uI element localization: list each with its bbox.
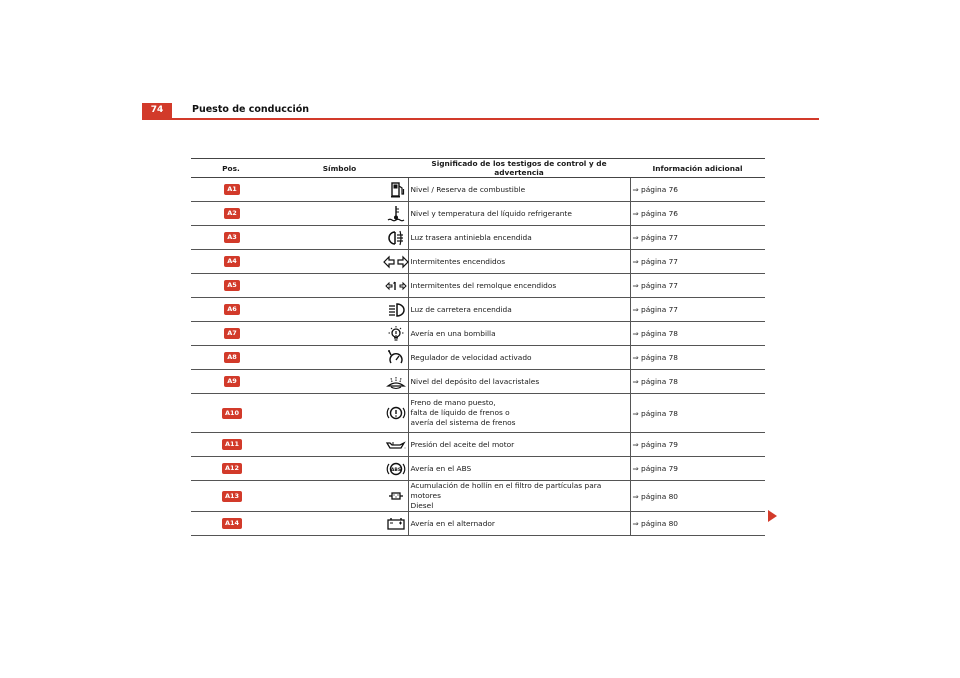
meaning-text: Nivel / Reserva de combustible (410, 184, 526, 194)
meaning-text: Intermitentes encendidos (410, 256, 506, 266)
page-reference-link[interactable]: ⇒ página 79 (632, 440, 678, 449)
bulb-failure-icon (383, 325, 409, 343)
table-row (191, 274, 765, 298)
meaning-text: Nivel del depósito del lavacristales (410, 376, 540, 386)
header-info: Información adicional (630, 159, 765, 178)
page-reference-link[interactable]: ⇒ página 78 (632, 329, 678, 338)
meaning-text: falta de líquido de frenos o (410, 408, 510, 417)
position-badge: A8 (224, 352, 240, 363)
header-meaning: Significado de los testigos de control y de advertencia (408, 159, 630, 178)
page-reference-link[interactable]: ⇒ página 78 (632, 353, 678, 362)
page-title: Puesto de conducción (192, 104, 310, 115)
washer-fluid-icon (383, 373, 409, 391)
table-row (191, 322, 765, 346)
page-reference-link[interactable]: ⇒ página 76 (632, 185, 678, 194)
meaning-text: Avería en una bombilla (410, 328, 496, 338)
oil-pressure-icon (383, 436, 409, 454)
battery-icon (383, 515, 409, 533)
rear-fog-light-icon (383, 229, 409, 247)
table-row (191, 346, 765, 370)
position-badge: A14 (222, 518, 242, 529)
page-reference-link[interactable]: ⇒ página 80 (632, 491, 678, 501)
meaning-text: Diesel (410, 501, 434, 510)
position-badge: A11 (222, 439, 242, 450)
position-badge: A10 (222, 408, 242, 419)
table-header-row (191, 159, 765, 178)
meaning-text: Intermitentes del remolque encendidos (410, 280, 557, 290)
position-badge: A9 (224, 376, 240, 387)
brake-warning-icon (383, 404, 409, 422)
meaning-text: Luz de carretera encendida (410, 304, 512, 314)
position-badge: A3 (224, 232, 240, 243)
table-row (191, 394, 765, 433)
page-reference-link[interactable]: ⇒ página 78 (632, 408, 678, 418)
table-row (191, 202, 765, 226)
position-badge: A6 (224, 304, 240, 315)
table-row (191, 178, 765, 202)
page-reference-link[interactable]: ⇒ página 77 (632, 305, 678, 314)
table-row (191, 457, 765, 481)
table-row (191, 250, 765, 274)
page-reference-link[interactable]: ⇒ página 78 (632, 377, 678, 386)
cruise-control-icon (383, 349, 409, 367)
next-page-arrow-icon[interactable] (768, 510, 777, 522)
page-reference-link[interactable]: ⇒ página 77 (632, 257, 678, 266)
meaning-text: Nivel y temperatura del líquido refrigerante (410, 208, 572, 218)
meaning-text: Avería en el ABS (410, 463, 472, 473)
header-divider (142, 118, 819, 120)
abs-icon (383, 460, 409, 478)
table-row (191, 512, 765, 536)
warning-lights-table (191, 158, 765, 536)
meaning-text: Regulador de velocidad activado (410, 352, 532, 362)
coolant-temperature-icon (383, 205, 409, 223)
table-row (191, 226, 765, 250)
meaning-text: Avería en el alternador (410, 518, 495, 528)
page-reference-link[interactable]: ⇒ página 80 (632, 519, 678, 528)
table-row (191, 298, 765, 322)
position-badge: A4 (224, 256, 240, 267)
meaning-text: Luz trasera antiniebla encendida (410, 232, 532, 242)
page-number: 74 (142, 103, 172, 118)
position-badge: A5 (224, 280, 240, 291)
meaning-text: avería del sistema de frenos (410, 418, 516, 427)
meaning-text: Presión del aceite del motor (410, 439, 515, 449)
page-reference-link[interactable]: ⇒ página 77 (632, 281, 678, 290)
position-badge: A7 (224, 328, 240, 339)
page-reference-link[interactable]: ⇒ página 76 (632, 209, 678, 218)
position-badge: A13 (222, 491, 242, 502)
turn-signals-icon (383, 253, 409, 271)
header-symbol: Símbolo (271, 159, 408, 178)
table-row (191, 433, 765, 457)
high-beam-icon (383, 301, 409, 319)
table-row (191, 370, 765, 394)
meaning-text: Freno de mano puesto, (410, 398, 496, 407)
trailer-turn-signal-icon (383, 277, 409, 295)
particle-filter-icon (383, 487, 409, 505)
svg-text:ABS: ABS (391, 467, 402, 473)
table-row (191, 481, 765, 512)
header-pos: Pos. (191, 159, 271, 178)
meaning-text: Acumulación de hollín en el filtro de partículas para motores (410, 481, 602, 500)
position-badge: A1 (224, 184, 240, 195)
position-badge: A12 (222, 463, 242, 474)
page-reference-link[interactable]: ⇒ página 77 (632, 233, 678, 242)
fuel-pump-icon (383, 181, 409, 199)
position-badge: A2 (224, 208, 240, 219)
page-reference-link[interactable]: ⇒ página 79 (632, 464, 678, 473)
